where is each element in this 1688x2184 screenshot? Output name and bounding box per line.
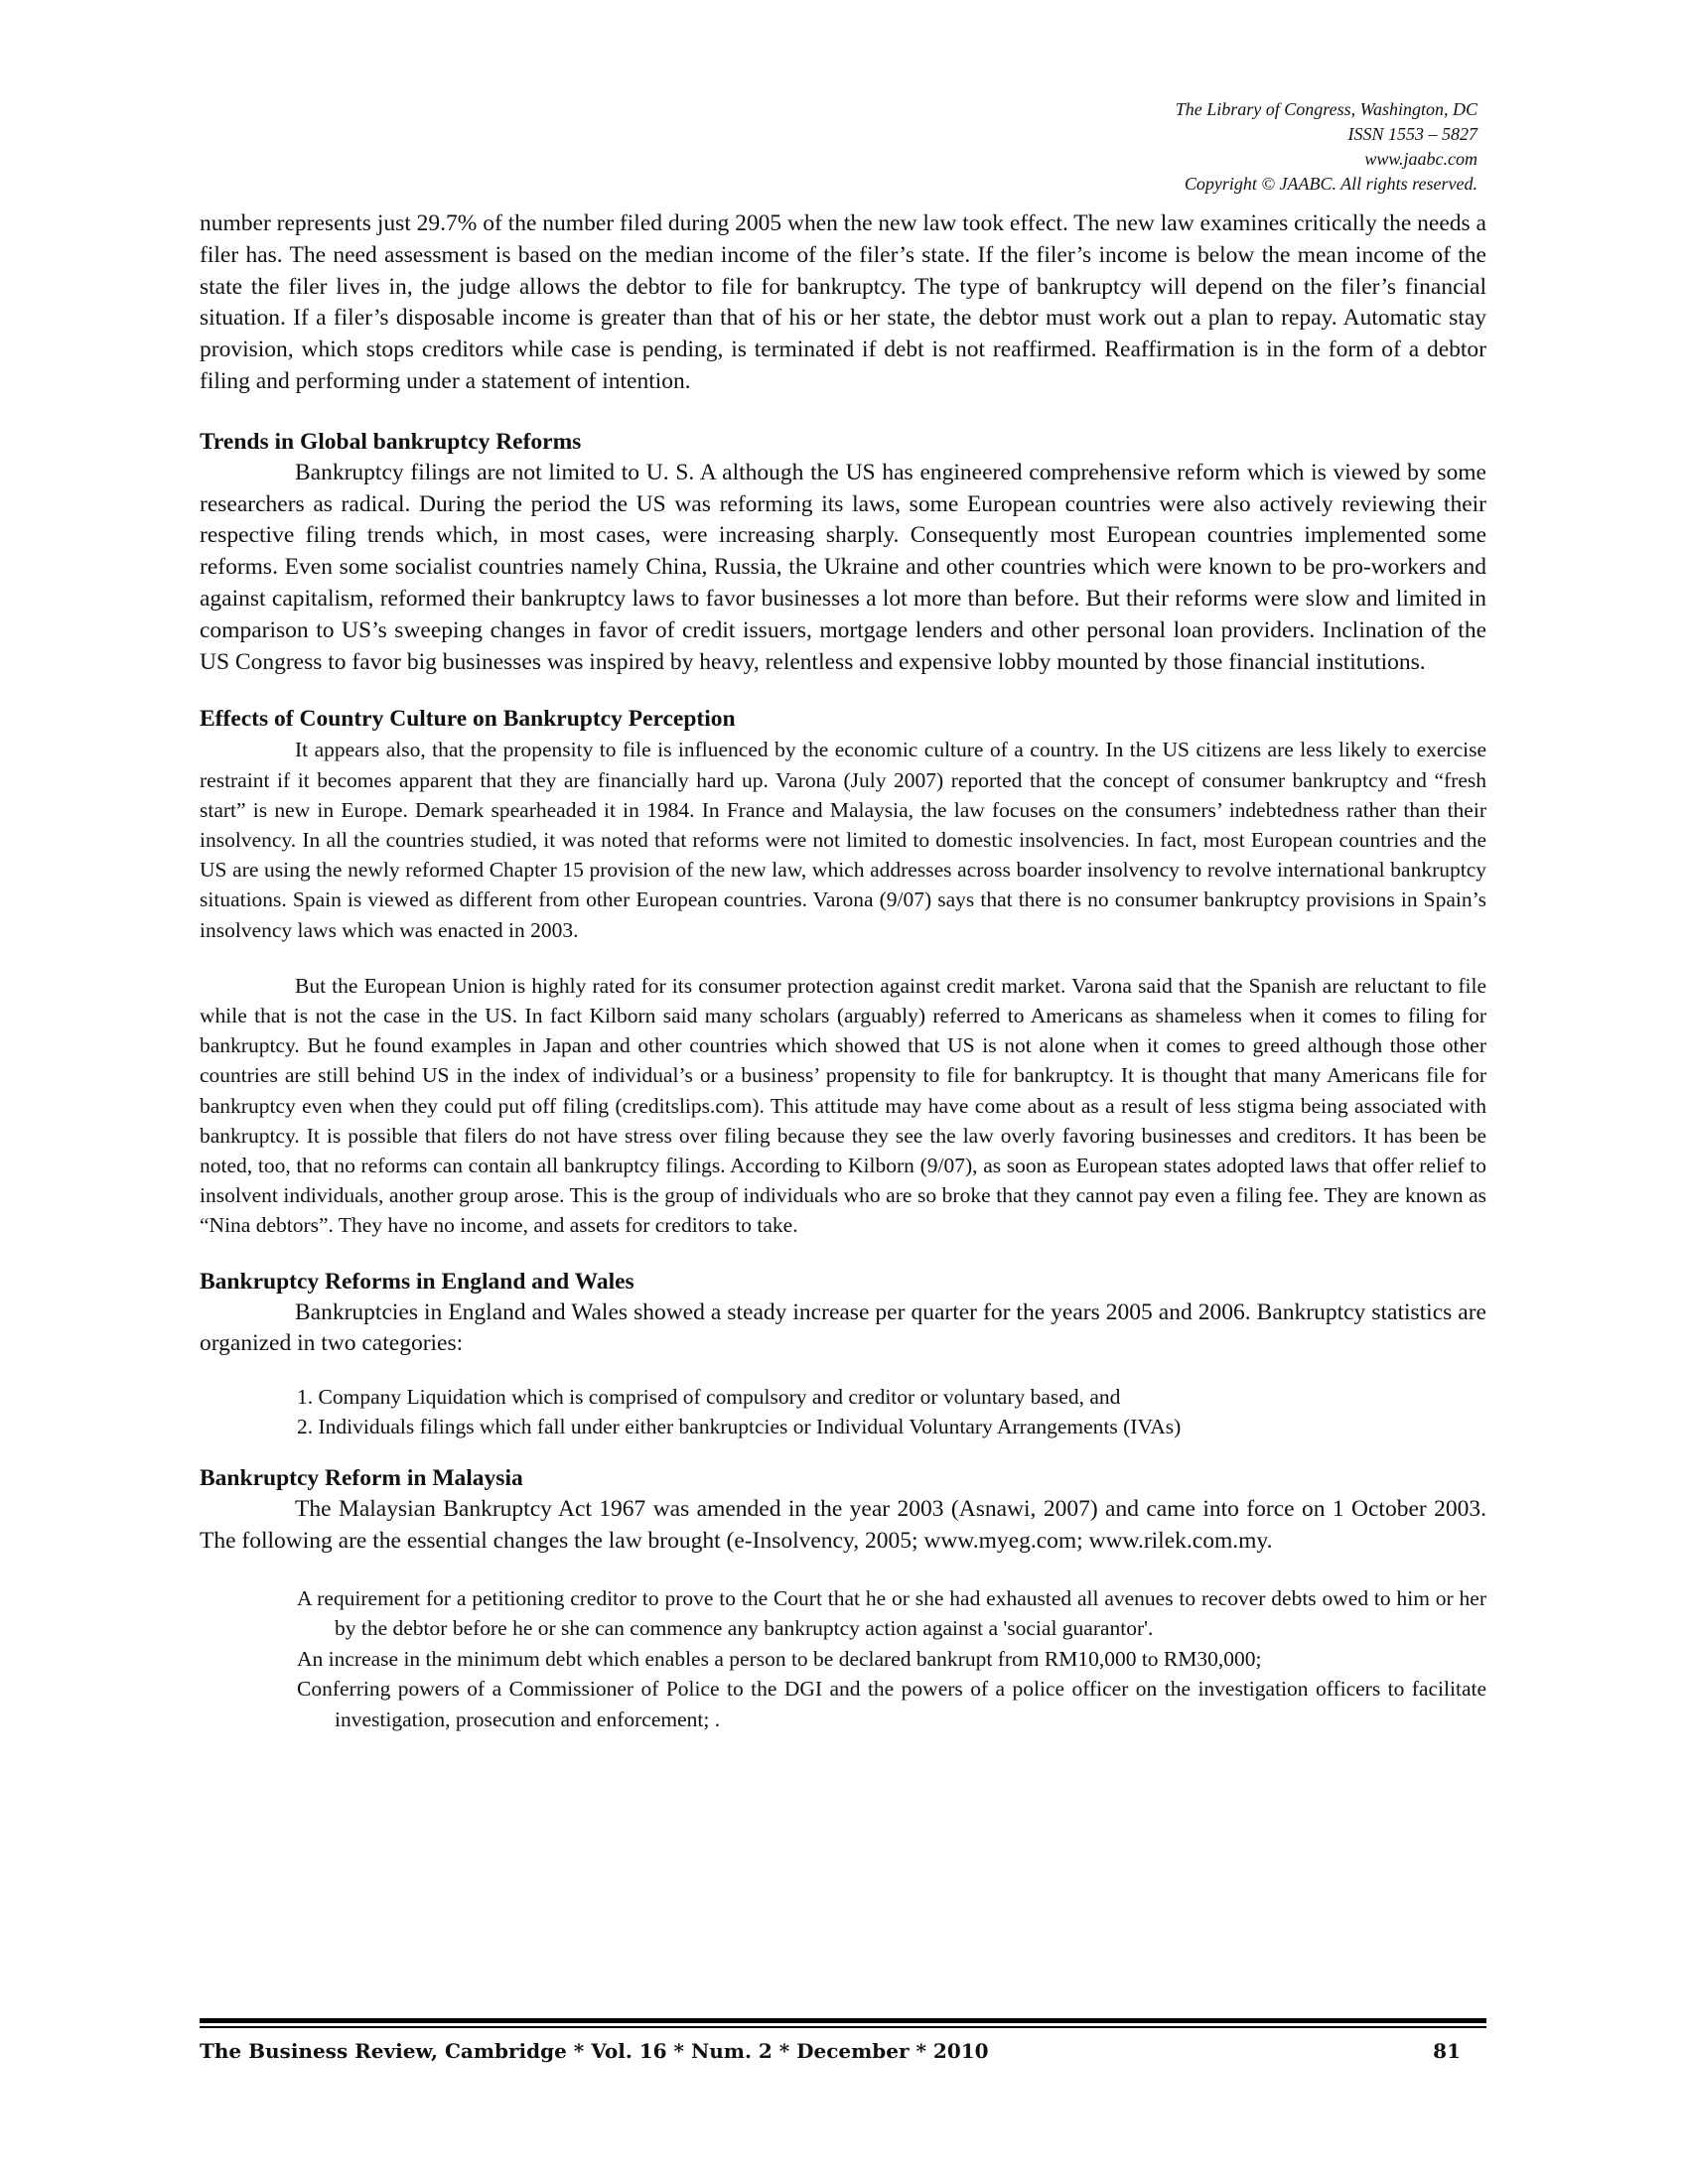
list-item: Conferring powers of a Commissioner of Police to the DGI and the powers of a police officer on the investigation officers to facilitate investigation, prosecution and enforcement; . [297,1677,1486,1731]
article-body [200,208,1486,1734]
spacer [200,1441,1486,1463]
footer-rule-thick [200,2018,1486,2023]
header-website-line: www.jaabc.com [1364,149,1477,169]
intro-paragraph: number represents just 29.7% of the number filed during 2005 when the new law took effect. The new law examines critically the needs a filer has. The need assessment is based on the median income of the filer’s state. If the filer’s income is below the mean income of the state the filer lives in, the judge allows the debtor to file for bankruptcy. The type of bankruptcy will depend on the filer’s financial situation. If a filer’s disposable income is greater than that of his or her state, the debtor must work out a plan to repay. Automatic stay provision, which stops creditors while case is pending, is terminated if debt is not reaffirmed. Reaffirmation is in the form of a debtor filing and performing under a statement of intention. [200,210,1486,394]
list-item: 1. Company Liquidation which is comprised of compulsory and creditor or voluntary based, and [297,1385,1121,1410]
heading-global-trends: Trends in Global bankruptcy Reforms [200,428,582,455]
england-wales-paragraph: Bankruptcies in England and Wales showed a steady increase per quarter for the years 2005 and 2006. Bankruptcy statistics are organized in two categories: [200,1298,1486,1357]
header-issn-line: ISSN 1553 – 5827 [1347,124,1477,144]
header-copyright-line: Copyright © JAABC. All rights reserved. [1184,174,1477,194]
spacer [200,1360,1486,1382]
spacer [200,398,1486,427]
bankruptcy-categories-list [200,1382,1486,1441]
country-culture-paragraph-2: But the European Union is highly rated for its consumer protection against credit market. Varona said that the Spanish are reluctant to file while that is not the case in the US. In fact Kilborn said many scholars (arguably) referred to Americans as shameless when it comes to filing for bankruptcy. But he found examples in Japan and other countries which showed that US is not alone when it comes to greed although those other countries are still behind US in the index of individual’s or a business’ propensity to file for bankruptcy. It is thought that many Americans file for bankruptcy even when they could put off filing (creditslips.com). This attitude may have come about as a result of less stigma being associated with bankruptcy. It is possible that filers do not have stress over filing because they see the law overly favoring businesses and creditors. It has been be noted, too, that no reforms can contain all bankruptcy filings. According to Kilborn (9/07), as soon as European states adopted laws that offer relief to insolvent individuals, another group arose. This is the group of individuals who are so broke that they cannot pay even a filing fee. They are known as “Nina debtors”. They have no income, and assets for creditors to take. [200,973,1486,1238]
spacer [200,945,1486,971]
country-culture-paragraph-1: It appears also, that the propensity to file is influenced by the economic culture of a country. In the US citizens are less likely to exercise restraint if it becomes apparent that they are financially hard up. Varona (July 2007) reported that the concept of consumer bankruptcy and “fresh start” is new in Europe. Demark spearheaded it in 1984. In France and Malaysia, the law focuses on the consumers’ indebtedness rather than their insolvency. In all the countries studied, it was noted that reforms were not limited to domestic insolvencies. In fact, most European countries and the US are using the newly reformed Chapter 15 provision of the new law, which addresses across boarder insolvency to revolve international bankruptcy situations. Spain is viewed as different from other European countries. Varona (9/07) says that there is no consumer bankruptcy provisions in Spain’s insolvency laws which was enacted in 2003. [200,738,1486,942]
list-item: 2. Individuals filings which fall under either bankruptcies or Individual Voluntary Arrangements (IVAs) [297,1415,1182,1439]
footer-rule-thin [200,2026,1486,2028]
header-publisher-line: The Library of Congress, Washington, DC [1175,99,1477,119]
spacer [200,678,1486,704]
page-number: 81 [1433,2039,1461,2063]
list-item: An increase in the minimum debt which enables a person to be declared bankrupt from RM10,000 to RM30,000; [297,1646,1262,1671]
footer-divider [200,2018,1486,2028]
journal-header [961,97,1477,197]
malaysia-paragraph: The Malaysian Bankruptcy Act 1967 was amended in the year 2003 (Asnawi, 2007) and came into force on 1 October 2003. The following are the essential changes the law brought (e-Insolvency, 2005; www.myeg.com; www.rilek.com.my. [200,1496,1486,1554]
heading-malaysia: Bankruptcy Reform in Malaysia [200,1465,523,1492]
spacer [200,1558,1486,1583]
heading-england-wales: Bankruptcy Reforms in England and Wales [200,1268,634,1295]
global-trends-paragraph: Bankruptcy filings are not limited to U. S. A although the US has engineered comprehensive reform which is viewed by some researchers as radical. During the period the US was reforming its laws, some European countries were also actively reviewing their respective filing trends which, in most cases, were increasing sharply. Consequently most European countries implemented some reforms. Even some socialist countries namely China, Russia, the Ukraine and other countries which were known to be pro-workers and against capitalism, reformed their bankruptcy laws to favor businesses a lot more than before. But their reforms were slow and limited in comparison to US’s sweeping changes in favor of credit issuers, mortgage lenders and other personal loan providers. Inclination of the US Congress to favor big businesses was inspired by heavy, relentless and expensive lobby mounted by those financial institutions. [200,459,1486,675]
malaysia-changes-list [200,1583,1486,1735]
heading-country-culture: Effects of Country Culture on Bankruptcy Perception [200,706,736,733]
spacer [200,1241,1486,1267]
list-item: A requirement for a petitioning creditor to prove to the Court that he or she had exhausted all avenues to recover debts owed to him or her by the debtor before he or she can commence any bankruptcy action against a 'social guarantor'. [297,1585,1486,1641]
footer-journal-reference: The Business Review, Cambridge * Vol. 16 * Num. 2 * December * 2010 [200,2039,989,2063]
